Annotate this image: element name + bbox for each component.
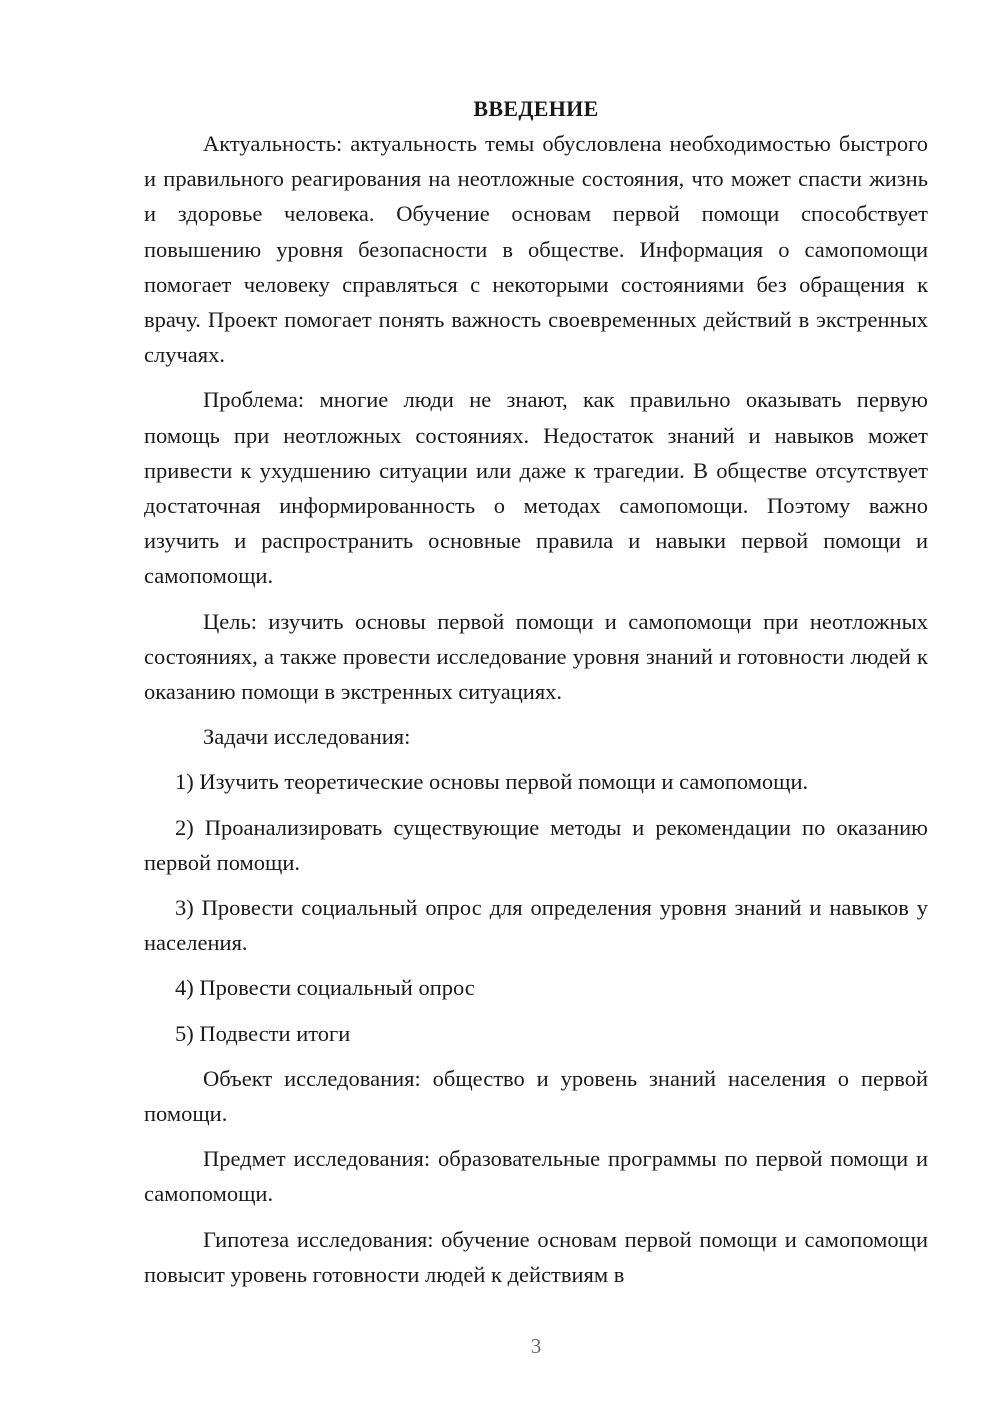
paragraph-tasks-title: Задачи исследования: xyxy=(203,724,411,750)
paragraph-hypothesis: Гипотеза исследования: обучение основам первой помощи и самопомощи повысит уровень готовности людей к действиям в xyxy=(144,1226,928,1287)
section-heading: ВВЕДЕНИЕ xyxy=(473,96,599,121)
task-item-3: 3) Провести социальный опрос для определения уровня знаний и навыков у населения. xyxy=(144,895,928,956)
page-number: 3 xyxy=(530,1334,542,1358)
task-item-2: 2) Проанализировать существующие методы и рекомендации по оказанию первой помощи. xyxy=(144,814,928,875)
paragraph-problem: Проблема: многие люди не знают, как правильно оказывать первую помощь при неотложных состояниях. Недостаток знаний и навыков может привести к ухудшению ситуации или даже к трагедии. В обществе отсутствует достаточная информированность о методах самопомощи. Поэтому важно изучить и распространить основные правила и навыки первой помощи и самопомощи. xyxy=(144,387,928,589)
paragraph-actuality: Актуальность: актуальность темы обусловлена необходимостью быстрого и правильного реагирования на неотложные состояния, что может спасти жизнь и здоровье человека. Обучение основам первой помощи способствует повышению уровня безопасности в обществе. Информация о самопомощи помогает человеку справляться с некоторыми состояниями без обращения к врачу. Проект помогает понять важность своевременных действий в экстренных случаях. xyxy=(144,131,928,368)
document-body xyxy=(144,92,928,1302)
paragraph-subject: Предмет исследования: образовательные программы по первой помощи и самопомощи. xyxy=(144,1146,928,1207)
task-item-1: 1) Изучить теоретические основы первой помощи и самопомощи. xyxy=(175,769,809,795)
paragraph-object: Объект исследования: общество и уровень знаний населения о первой помощи. xyxy=(144,1065,928,1127)
task-item-4: 4) Провести социальный опрос xyxy=(175,975,475,1001)
task-item-5: 5) Подвести итоги xyxy=(175,1020,351,1046)
paragraph-goal: Цель: изучить основы первой помощи и самопомощи при неотложных состояниях, а также провести исследование уровня знаний и готовности людей к оказанию помощи в экстренных ситуациях. xyxy=(144,608,928,705)
